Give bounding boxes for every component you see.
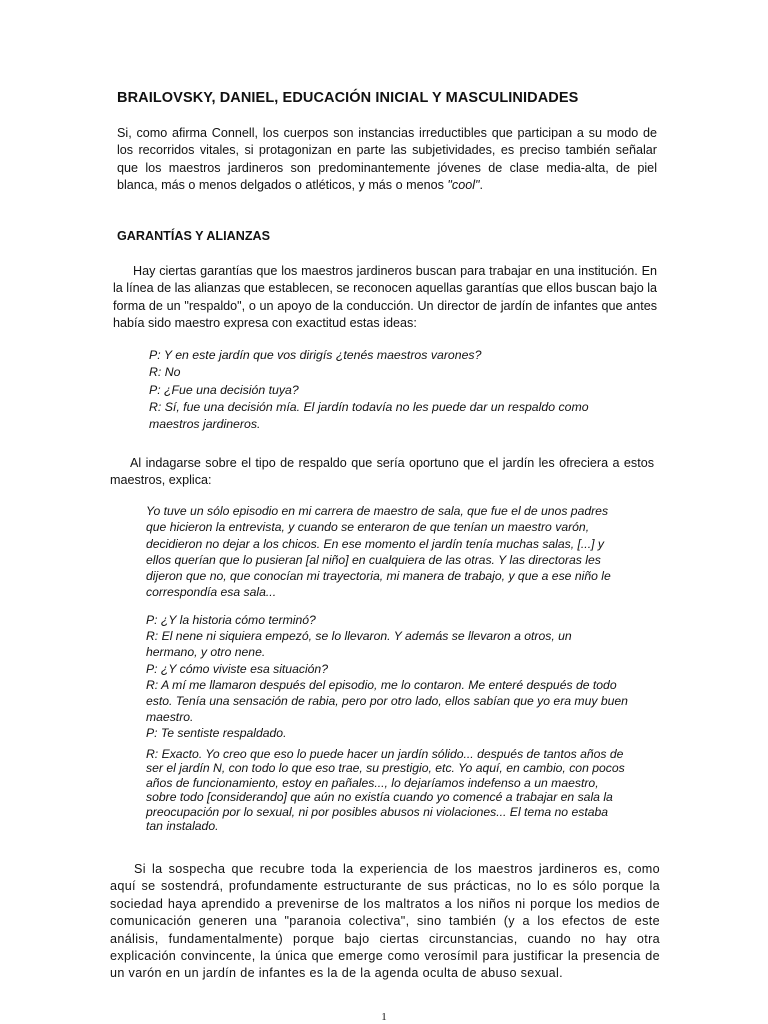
dialog-line: P: ¿Y cómo viviste esa situación? [146,661,328,676]
paragraph-2: Al indagarse sobre el tipo de respaldo que sería oportuno que el jardín les ofreciera a estos maestros, explica: [110,456,654,488]
document-title: BRAILOVSKY, DANIEL, EDUCACIÓN INICIAL Y MASCULINIDADES [117,90,579,106]
quote-line: dijeron que no, que conocían mi trayectoria, mi manera de trabajo, y que a ese niño le [146,569,611,584]
dialog-line: esto. Tenía una sensación de rabia, pero por otro lado, ellos sabían que yo era muy buen [146,694,628,709]
dialog-line: años de funcionamiento, estoy en pañales..., lo dejaríamos indefenso a un maestro, [146,775,599,790]
dialog-1 [149,347,629,433]
dialog-3 [146,747,656,834]
intro-end: . [479,178,483,193]
dialog-line: R: Exacto. Yo creo que eso lo puede hacer un jardín sólido... después de tantos años de [146,746,624,761]
dialog-line: maestro. [146,710,194,725]
dialog-line: R: A mí me llamaron después del episodio, me lo contaron. Me enteré después de todo [146,677,617,692]
quote-line: Yo tuve un sólo episodio en mi carrera de maestro de sala, que fue el de unos padres [146,504,609,518]
intro-paragraph [117,125,657,195]
dialog-line: tan instalado. [146,819,219,834]
dialog-2 [146,612,656,834]
dialog-line: hermano, y otro nene. [146,645,266,660]
quote-line: correspondía esa sala... [146,585,277,600]
dialog-line: R: No [149,365,181,380]
dialog-line: maestros jardineros. [149,417,261,432]
dialog-line: P: ¿Y la historia cómo terminó? [146,613,316,627]
dialog-line: ser el jardín N, con todo lo que eso trae, su prestigio, etc. Yo aquí, en cambio, con pocos [146,761,625,776]
dialog-line: R: El nene ni siquiera empezó, se lo llevaron. Y además se llevaron a otros, un [146,629,572,644]
dialog-line: sobre todo [considerando] que aún no existía cuando yo comencé a trabajar en sala la [146,790,613,805]
dialog-line: P: Y en este jardín que vos dirigís ¿tenés maestros varones? [149,348,482,362]
dialog-line: P: Te sentiste respaldado. [146,726,287,741]
dialog-line: preocupación por lo sexual, ni por posibles abusos ni violaciones... El tema no estaba [146,804,609,819]
quote-line: que hicieron la entrevista, y cuando se enteraron de que tenían un maestro varón, [146,520,590,535]
dialog-line: P: ¿Fue una decisión tuya? [149,382,299,397]
paragraph-1: Hay ciertas garantías que los maestros jardineros buscan para trabajar en una institución. En la línea de las alianzas que establecen, se reconocen aquellas garantías que ellos buscan bajo la forma de un "respaldo", o un apoyo de la conducción. Un director de jardín de infantes que antes había sido maestro expresa con exactitud estas ideas: [113,264,658,331]
intro-text: Si, como afirma Connell, los cuerpos son instancias irreductibles que participan a su modo de los recorridos vitales, si protagonizan en parte las subjetividades, es preciso también señalar que los maestros jardineros son predominantemente jóvenes de clase media-alta, de piel blanca, más o menos delgados o atléticos, y más o menos [117,126,657,193]
section-heading: GARANTÍAS Y ALIANZAS [117,229,271,243]
quote-line: ellos querían que lo pusieran [al niño] en cualquiera de las otras. Y las directoras les [146,552,601,567]
intro-italic-word: "cool" [447,178,480,193]
page-number: 1 [381,1011,387,1023]
quote-line: decidieron no dejar a los chicos. En ese momento el jardín tenía muchas salas, [...] y [146,536,604,551]
paragraph-3: Si la sospecha que recubre toda la experiencia de los maestros jardineros es, como aquí se sostendrá, profundamente estructurante de sus prácticas, no lo es sólo porque la sociedad haya aprendido a prevenirse de los maltratos a los niños ni porque los medios de comunicación generen una "paranoia colectiva", sino también (y a los efectos de este análisis, fundamentalmente) porque bajo ciertas circunstancias, cuando no hay otra explicación convincente, la única que emerge como verosímil para justificar la presencia de un varón en un jardín de infantes es la de la agenda oculta de abuso sexual. [110,862,660,981]
dialog-line: R: Sí, fue una decisión mía. El jardín todavía no les puede dar un respaldo como [149,399,589,414]
block-quote [146,503,656,601]
